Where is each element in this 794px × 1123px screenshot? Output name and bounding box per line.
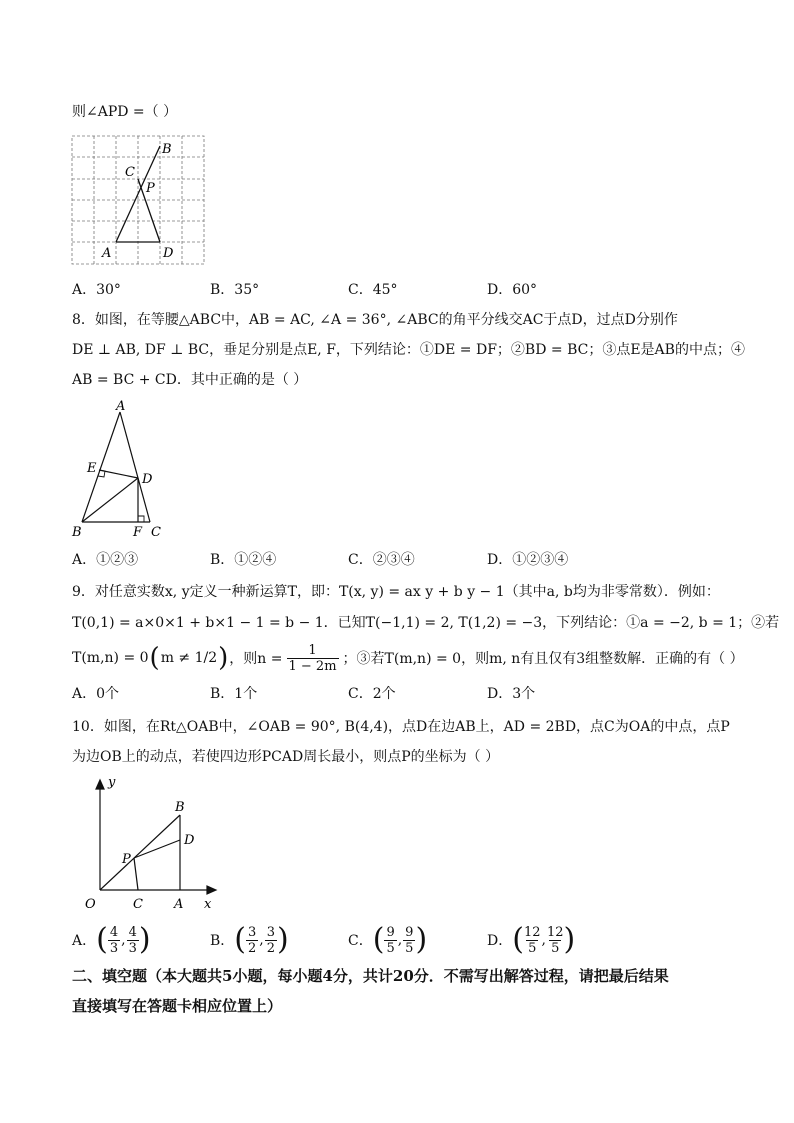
q8-option-d: D．①②③④: [487, 552, 569, 568]
q9-line-3: [72, 640, 744, 676]
option-x-fraction: [384, 925, 396, 956]
fraction-numerator: 4: [109, 924, 119, 940]
label-C: C: [151, 525, 161, 540]
comma: ,: [259, 932, 264, 948]
fraction-numerator: 1: [308, 642, 317, 658]
q9-line-1: 9．对任意实数x, y定义一种新运算T，即：T(x, y) = ax y + b y − 1（其中a, b均为非零常数）．例如：: [72, 584, 720, 600]
q7-tail-text: 则∠APD =（ ）: [72, 104, 178, 120]
fraction-denominator: 5: [551, 940, 560, 956]
option-letter: D．: [487, 933, 513, 949]
q9-option-d: D．3个: [487, 686, 536, 702]
fraction-denominator: 3: [128, 940, 137, 956]
left-paren: (: [234, 922, 247, 957]
segment-OB: [100, 815, 180, 890]
fraction-denominator: 5: [405, 940, 414, 956]
comma: ,: [121, 932, 126, 948]
q8-triangle-figure: [66, 398, 176, 542]
label-P: P: [146, 181, 155, 196]
q10-line-1: 10．如图，在Rt△OAB中，∠OAB = 90°, B(4,4)，点D在边AB上，AD = 2BD，点C为OA的中点，点P: [72, 719, 730, 735]
fraction-numerator: 4: [128, 924, 137, 940]
label-D: D: [184, 833, 195, 848]
label-B: B: [162, 142, 172, 157]
option-y-fraction: [127, 925, 139, 956]
q8-line-1: 8．如图，在等腰△ABC中，AB = AC, ∠A = 36°, ∠ABC的角平分线交AC于点D，过点D分别作: [72, 312, 678, 328]
label-A: A: [102, 246, 112, 261]
right-paren: ): [138, 922, 151, 957]
right-paren: ): [563, 922, 576, 957]
q9-condition: m ≠ 1/2: [160, 650, 218, 666]
q8-option-b: B．①②④: [210, 552, 277, 568]
q8-option-c: C．②③④: [348, 552, 415, 568]
fraction-denominator: 3: [109, 940, 119, 956]
right-paren: ): [218, 643, 229, 673]
label-y: y: [108, 775, 116, 790]
segment-BD: [82, 478, 138, 522]
fraction-denominator: 1 − 2m: [288, 658, 337, 674]
fraction-denominator: 5: [528, 940, 537, 956]
q9-fraction: [287, 643, 339, 674]
fraction-numerator: 12: [523, 924, 541, 940]
q8-line-3: AB = BC + CD．其中正确的是（ ）: [72, 372, 308, 388]
q9-option-c: C．2个: [348, 686, 396, 702]
left-paren: (: [372, 922, 385, 957]
option-x-fraction: [524, 925, 541, 956]
q9-expression: T(m,n) = 0: [72, 650, 149, 666]
y-axis-arrow-icon: [96, 780, 104, 789]
label-D: D: [163, 246, 174, 261]
option-y-fraction: [265, 925, 277, 956]
fraction-denominator: 2: [248, 940, 257, 956]
q8-option-a: A．①②③: [72, 552, 139, 568]
segment-PD: [134, 840, 180, 858]
fraction-denominator: 5: [386, 940, 395, 956]
label-O: O: [85, 897, 96, 912]
q7-option-d: D．60°: [487, 282, 538, 298]
q7-option-a: A．30°: [72, 282, 121, 298]
q10-option-d: [487, 920, 575, 960]
label-C: C: [125, 165, 135, 180]
fraction-numerator: 9: [386, 924, 395, 940]
x-axis-arrow-icon: [207, 886, 216, 894]
right-paren: ): [415, 922, 428, 957]
fraction-numerator: 12: [546, 924, 564, 940]
segment-PC: [134, 858, 138, 890]
option-x-fraction: [108, 925, 120, 956]
q8-line-2: DE ⊥ AB, DF ⊥ BC，垂足分别是点E, F，下列结论：①DE = DF；②BD = BC；③点E是AB的中点；④: [72, 342, 745, 358]
option-letter: B．: [210, 933, 235, 949]
comma: ,: [541, 932, 546, 948]
q9-line-2: T(0,1) = a×0×1 + b×1 − 1 = b − 1．已知T(−1,1) = 2, T(1,2) = −3，下列结论：①a = −2, b = 1；②若: [72, 615, 780, 631]
q9-then: ，则n =: [229, 651, 283, 667]
fraction-denominator: 2: [266, 940, 276, 956]
label-B: B: [72, 525, 82, 540]
label-A: A: [174, 897, 184, 912]
section-2-heading-line-1: 二、填空题（本大题共5小题，每小题4分，共计20分．不需写出解答过程，请把最后结果: [72, 967, 669, 985]
q9-line-3-rest: ；③若T(m,n) = 0，则m, n有且仅有3组整数解．正确的有（ ）: [342, 651, 744, 667]
option-y-fraction: [547, 925, 564, 956]
label-P: P: [122, 852, 131, 867]
section-2-heading: [72, 964, 732, 1018]
fraction-numerator: 3: [266, 924, 276, 940]
q10-option-c: [348, 920, 427, 960]
q10-option-a: [72, 920, 151, 960]
q9-option-a: A．0个: [72, 686, 120, 702]
section-2-heading-line-2: 直接填写在答题卡相应位置上）: [72, 997, 283, 1015]
q10-option-b: [210, 920, 289, 960]
option-x-fraction: [246, 925, 258, 956]
left-paren: (: [512, 922, 524, 957]
fraction-numerator: 3: [248, 924, 257, 940]
q10-line-2: 为边OB上的动点，若使四边形PCAD周长最小，则点P的坐标为（ ）: [72, 749, 500, 765]
q7-option-b: B．35°: [210, 282, 260, 298]
label-E: E: [87, 461, 97, 476]
option-letter: C．: [348, 933, 373, 949]
label-D: D: [142, 472, 153, 487]
label-x: x: [204, 897, 212, 912]
fraction-numerator: 9: [405, 924, 414, 940]
option-y-fraction: [403, 925, 415, 956]
label-A: A: [116, 399, 126, 414]
option-letter: A．: [72, 933, 97, 949]
q10-coordinate-figure: [66, 772, 226, 914]
q7-grid-figure: [70, 134, 210, 269]
right-paren: ): [277, 922, 289, 957]
left-paren: (: [96, 922, 108, 957]
comma: ,: [397, 932, 403, 948]
label-C: C: [133, 897, 143, 912]
label-F: F: [133, 525, 143, 540]
q7-option-c: C．45°: [348, 282, 398, 298]
left-paren: (: [149, 643, 160, 673]
q9-option-b: B．1个: [210, 686, 258, 702]
label-B: B: [175, 800, 185, 815]
